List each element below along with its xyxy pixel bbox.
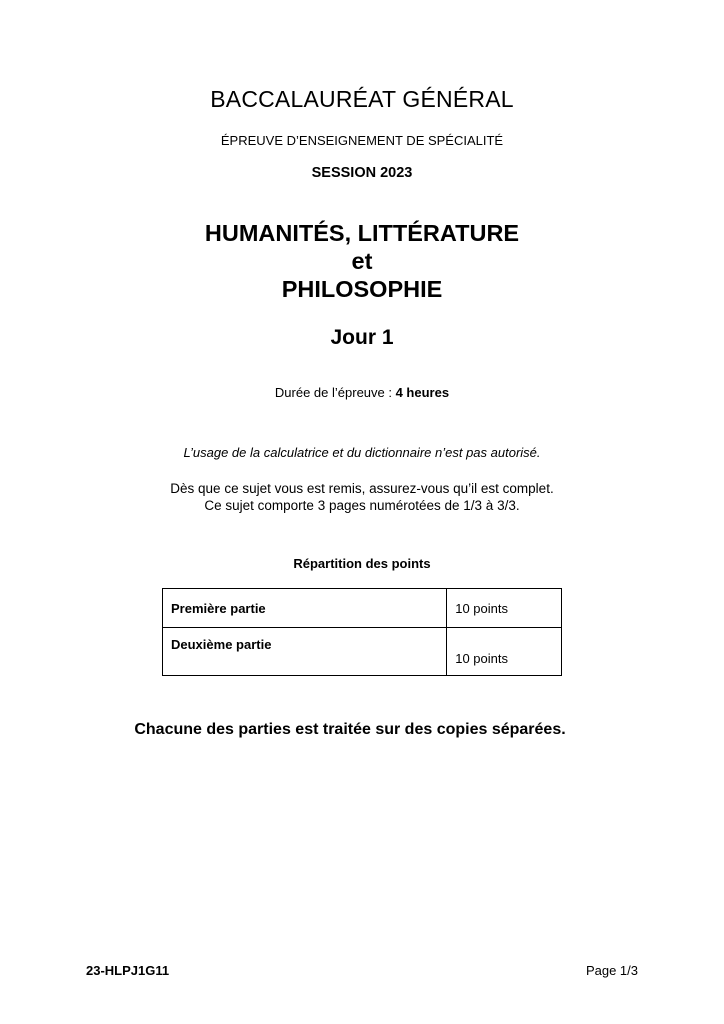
points-table (162, 588, 562, 676)
calculator-notice: L’usage de la calculatrice et du dictionnaire n’est pas autorisé. (183, 445, 541, 460)
subject-line-1: HUMANITÉS, LITTÉRATURE (204, 220, 520, 246)
duration-value: 4 heures (395, 385, 450, 400)
separate-copies-notice: Chacune des parties est traitée sur des copies séparées. (134, 721, 566, 738)
page-number: Page 1/3 (585, 963, 638, 978)
exam-duration (0, 385, 724, 400)
subject-line-2: et (351, 248, 373, 274)
table-row (163, 589, 562, 628)
part-points: 10 points (447, 628, 562, 676)
subject-code: 23-HLPJ1G11 (86, 963, 170, 978)
table-row (163, 628, 562, 676)
session-year: SESSION 2023 (311, 165, 413, 181)
part-name: Première partie (163, 589, 447, 628)
points-table-title: Répartition des points (293, 556, 431, 571)
duration-label: Durée de l’épreuve : (274, 385, 396, 400)
part-name: Deuxième partie (163, 628, 447, 676)
subject-line-3: PHILOSOPHIE (281, 276, 443, 302)
completeness-line-2: Ce sujet comporte 3 pages numérotées de 1/3 à 3/3. (204, 498, 520, 513)
exam-day: Jour 1 (330, 326, 394, 349)
completeness-line-1: Dès que ce sujet vous est remis, assurez-vous qu’il est complet. (170, 481, 554, 496)
subject-title (0, 219, 724, 303)
exam-type: ÉPREUVE D’ENSEIGNEMENT DE SPÉCIALITÉ (220, 133, 504, 148)
completeness-notice (0, 480, 724, 514)
part-points: 10 points (447, 589, 562, 628)
exam-title: BACCALAURÉAT GÉNÉRAL (210, 86, 514, 112)
